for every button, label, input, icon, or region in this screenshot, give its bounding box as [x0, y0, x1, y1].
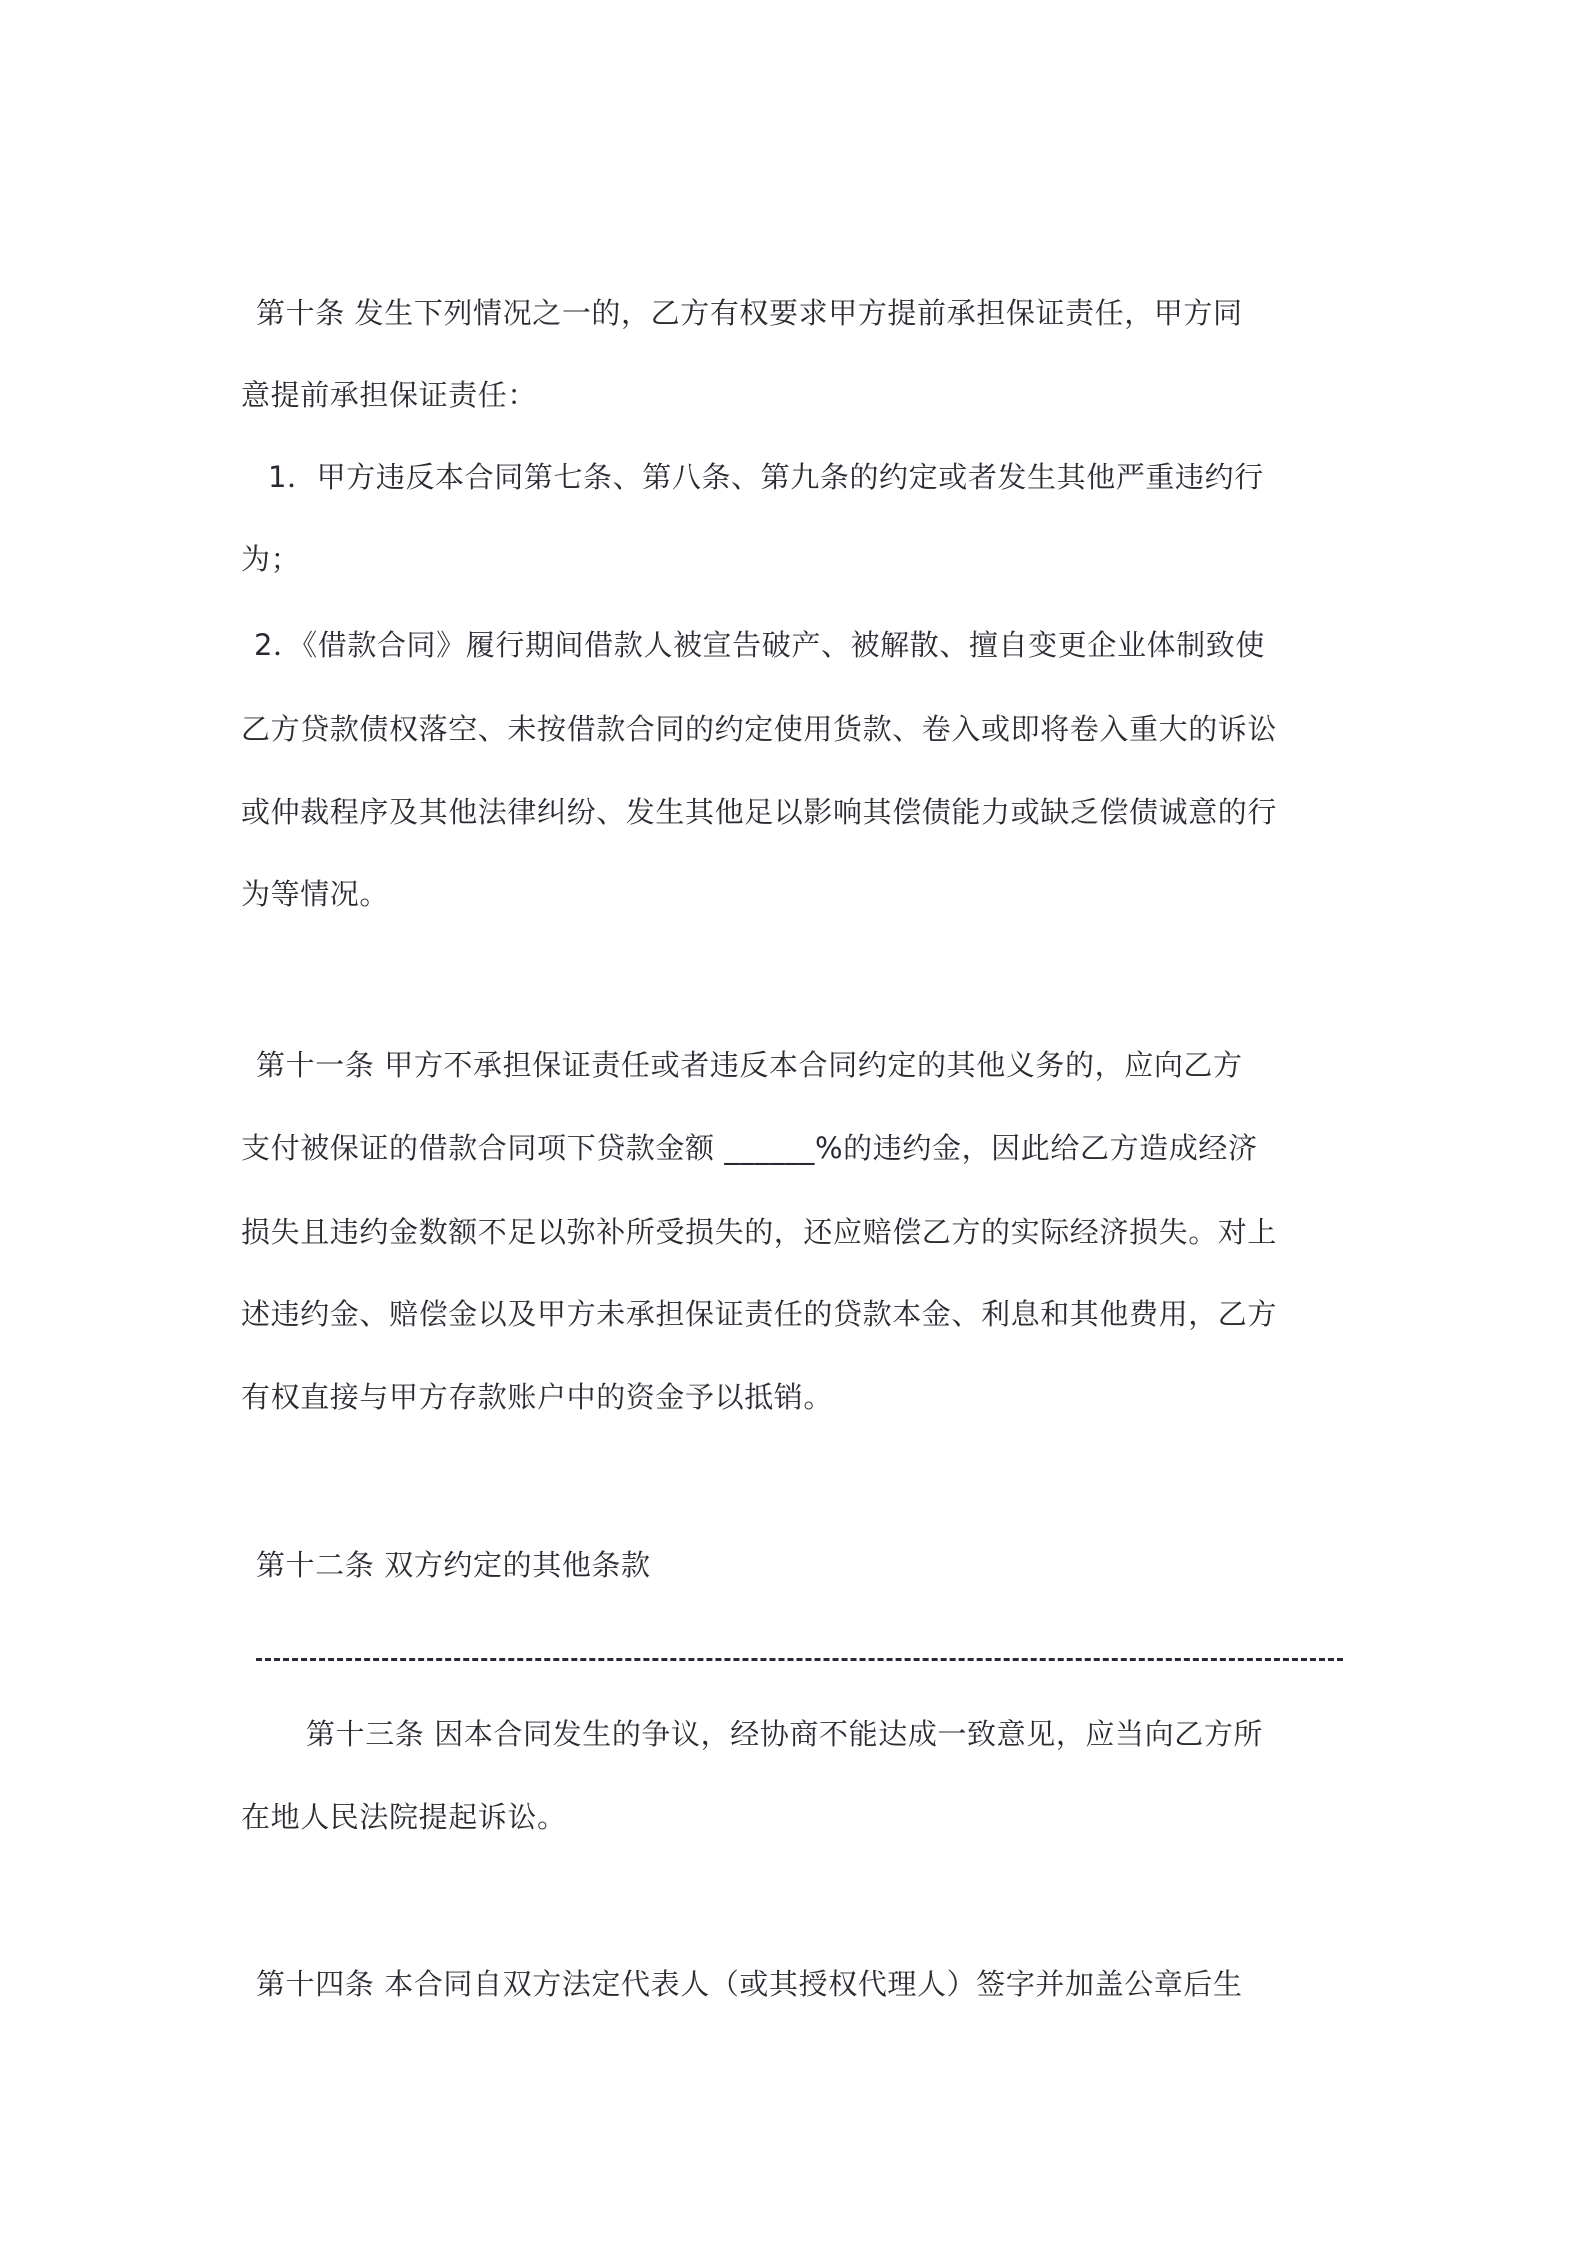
- article-11-line-2: 支付被保证的借款合同项下贷款金额 ______%的违约金，因此给乙方造成经济: [241, 1131, 1258, 1165]
- article-10-item-1-line-2: 为；: [241, 542, 301, 576]
- article-13-line-1: 第十三条 因本合同发生的争议，经协商不能达成一致意见，应当向乙方所: [306, 1717, 1264, 1751]
- article-11-line-3: 损失且违约金数额不足以弥补所受损失的，还应赔偿乙方的实际经济损失。对上: [241, 1215, 1278, 1249]
- article-10-item-2-line-3: 或仲裁程序及其他法律纠纷、发生其他足以影响其偿债能力或缺乏偿债诚意的行: [241, 795, 1278, 829]
- article-11-line-5: 有权直接与甲方存款账户中的资金予以抵销。: [241, 1380, 834, 1414]
- article-13-line-2: 在地人民法院提起诉讼。: [241, 1800, 567, 1834]
- article-10-line-1: 第十条 发生下列情况之一的，乙方有权要求甲方提前承担保证责任，甲方同: [256, 296, 1243, 330]
- article-10-item-2-line-4: 为等情况。: [241, 877, 390, 911]
- article-11-line-4: 述违约金、赔偿金以及甲方未承担保证责任的贷款本金、利息和其他费用，乙方: [241, 1297, 1278, 1331]
- blank-fill-line: [256, 1658, 1343, 1661]
- article-14-line-1: 第十四条 本合同自双方法定代表人（或其授权代理人）签字并加盖公章后生: [256, 1967, 1243, 2001]
- article-10-item-1-line-1: 1．甲方违反本合同第七条、第八条、第九条的约定或者发生其他严重违约行: [268, 460, 1264, 494]
- article-12-title: 第十二条 双方约定的其他条款: [256, 1548, 651, 1582]
- article-11-line-1: 第十一条 甲方不承担保证责任或者违反本合同约定的其他义务的，应向乙方: [256, 1048, 1243, 1082]
- article-10-line-2: 意提前承担保证责任：: [241, 378, 538, 412]
- article-10-item-2-line-1: 2．《借款合同》履行期间借款人被宣告破产、被解散、擅自变更企业体制致使: [254, 628, 1265, 662]
- article-10-item-2-line-2: 乙方贷款债权落空、未按借款合同的约定使用货款、卷入或即将卷入重大的诉讼: [241, 712, 1278, 746]
